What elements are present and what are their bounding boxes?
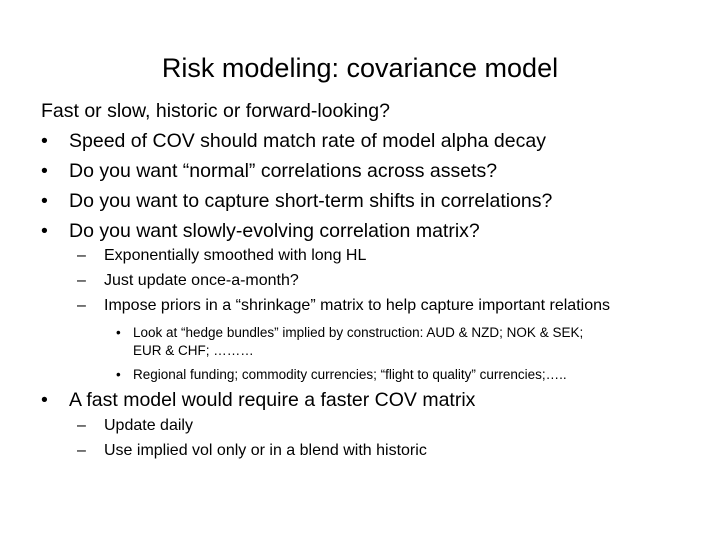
dash-marker: – <box>77 272 86 289</box>
dash-marker: – <box>77 297 86 314</box>
sub-bullet-item: Update daily <box>104 417 193 434</box>
slide-title: Risk modeling: covariance model <box>161 53 559 83</box>
bullet-marker: • <box>41 190 48 212</box>
bullet-item: Do you want “normal” correlations across assets? <box>69 160 498 182</box>
dash-marker: – <box>77 247 86 264</box>
sub-bullet-item: Use implied vol only or in a blend with historic <box>104 442 427 459</box>
small-bullet-marker: • <box>116 367 121 382</box>
bullet-item: Do you want to capture short-term shifts in correlations? <box>69 190 553 212</box>
bullet-item: A fast model would require a faster COV matrix <box>69 389 476 411</box>
bullet-marker: • <box>41 389 48 411</box>
sub-sub-bullet-line: Regional funding; commodity currencies; “flight to quality” currencies;….. <box>133 367 567 382</box>
bullet-marker: • <box>41 160 48 182</box>
dash-marker: – <box>77 442 86 459</box>
sub-bullet-item: Impose priors in a “shrinkage” matrix to help capture important relations <box>104 297 610 314</box>
sub-bullet-item: Just update once-a-month? <box>104 272 299 289</box>
sub-sub-bullet-line: EUR & CHF; ……… <box>133 343 254 358</box>
bullet-marker: • <box>41 220 48 242</box>
dash-marker: – <box>77 417 86 434</box>
sub-bullet-item: Exponentially smoothed with long HL <box>104 247 367 264</box>
intro-line: Fast or slow, historic or forward-looking? <box>41 100 390 122</box>
bullet-item: Do you want slowly-evolving correlation matrix? <box>69 220 480 242</box>
bullet-item: Speed of COV should match rate of model alpha decay <box>69 130 546 152</box>
bullet-marker: • <box>41 130 48 152</box>
sub-sub-bullet-line: Look at “hedge bundles” implied by construction: AUD & NZD; NOK & SEK; <box>133 325 584 340</box>
small-bullet-marker: • <box>116 325 121 340</box>
